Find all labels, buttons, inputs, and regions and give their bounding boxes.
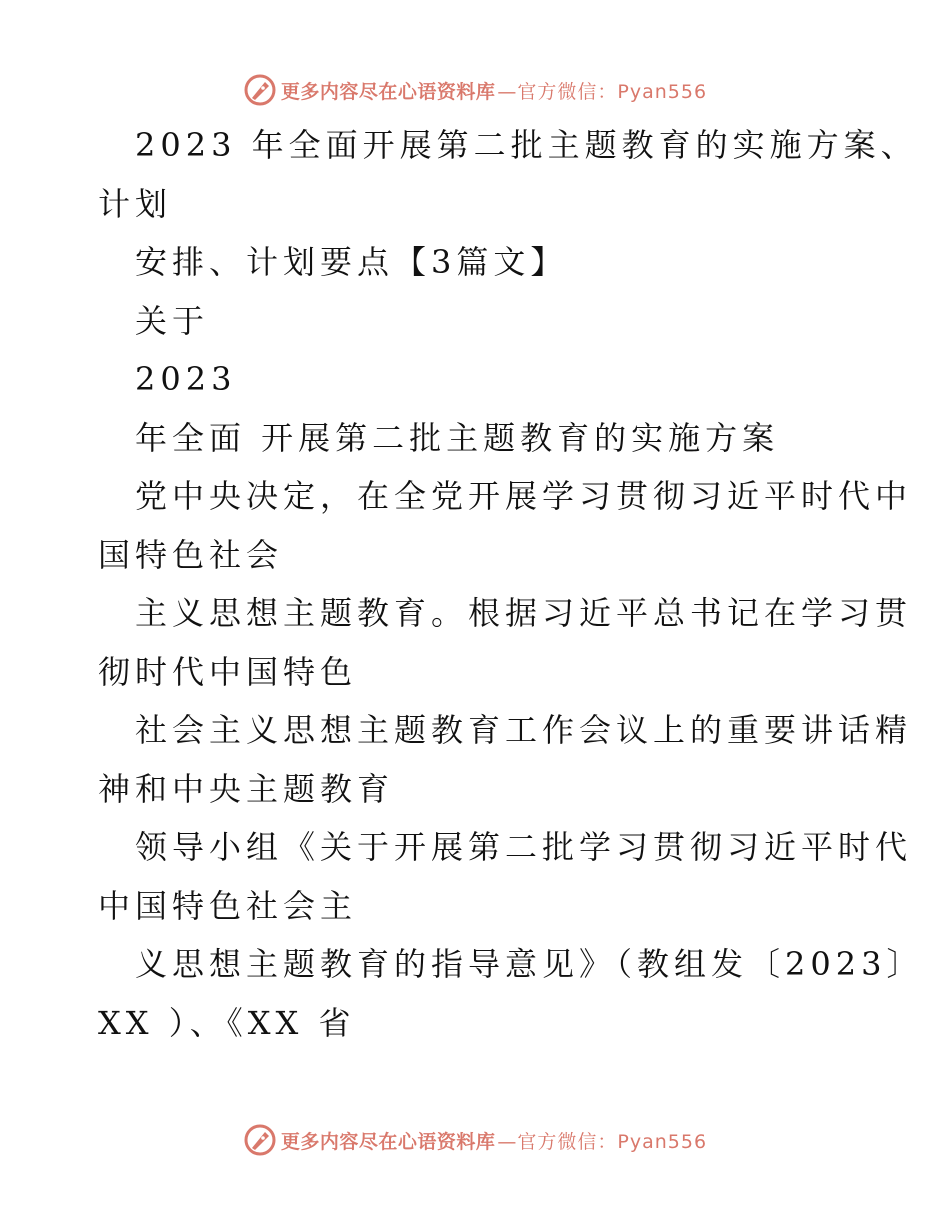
document-line: 社会主义思想主题教育工作会议上的重要讲话精 (135, 711, 913, 749)
footer-watermark-banner (0, 1120, 950, 1160)
banner-contact-text: —官方微信：Pyan556 (497, 80, 708, 103)
document-line: 神和中央主题教育 (98, 769, 395, 808)
document-line: 关于 (135, 301, 210, 340)
pen-nib-circle-icon (243, 1123, 277, 1157)
document-line: 领导小组《关于开展第二批学习贯彻习近平时代 (135, 828, 913, 866)
document-body (98, 116, 924, 1052)
document-line: 2023 (135, 360, 237, 398)
banner-brand-text: 更多内容尽在心语资料库 (280, 1130, 496, 1153)
document-line: 年全面 开展第二批主题教育的实施方案 (135, 418, 780, 457)
document-line: 国特色社会 (98, 535, 284, 574)
document-line: 党中央决定，在全党开展学习贯彻习近平时代中 (135, 477, 913, 515)
document-line: 彻时代中国特色 (98, 652, 358, 691)
banner-brand-text: 更多内容尽在心语资料库 (280, 80, 496, 103)
document-line: XX ）、《XX 省 (98, 1003, 356, 1042)
document-line: 主义思想主题教育。根据习近平总书记在学习贯 (135, 594, 913, 632)
document-line: 2023 年全面开展第二批主题教育的实施方案、 (135, 126, 918, 164)
header-watermark-banner (0, 70, 950, 110)
document-line: 计划 (98, 184, 173, 223)
banner-contact-text: —官方微信：Pyan556 (497, 1130, 708, 1153)
document-line: 义思想主题教育的指导意见》（教组发〔2023〕 (135, 945, 924, 983)
document-line: 安排、计划要点【3篇文】 (135, 243, 568, 281)
pen-nib-circle-icon (243, 73, 277, 107)
document-line: 中国特色社会主 (98, 886, 358, 925)
